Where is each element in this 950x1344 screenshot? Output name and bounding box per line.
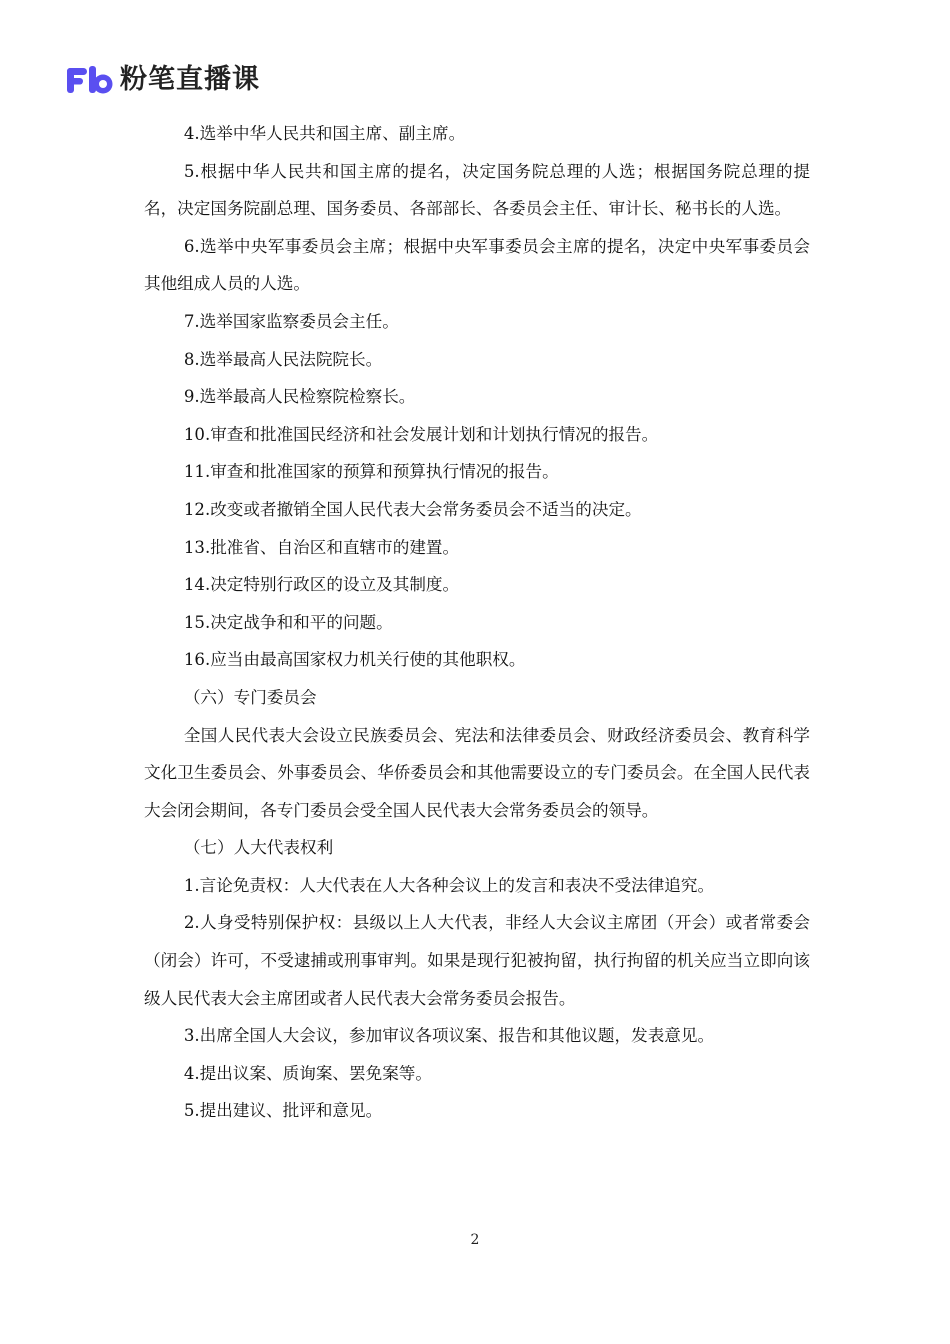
paragraph-item-6: 6.选举中央军事委员会主席；根据中央军事委员会主席的提名，决定中央军事委员会其他组成人员的人选。 — [144, 236, 810, 294]
paragraph-item-10: 10.审查和批准国民经济和社会发展计划和计划执行情况的报告。 — [183, 424, 659, 444]
paragraph-item-11: 11.审查和批准国家的预算和预算执行情况的报告。 — [183, 462, 559, 482]
paragraph-item-8: 8.选举最高人民法院院长。 — [183, 349, 383, 369]
brand-name: 粉笔直播课 — [120, 64, 260, 95]
section-heading-deputy-rights: （七）人大代表权利 — [183, 838, 334, 858]
section-heading-special-committees: （六）专门委员会 — [183, 687, 317, 707]
brand-logo — [66, 62, 260, 98]
paragraph-special-committees: 全国人民代表大会设立民族委员会、宪法和法律委员会、财政经济委员会、教育科学文化卫生委员会、外事委员会、华侨委员会和其他需要设立的专门委员会。在全国人民代表大会闭会期间，各专门委员会受全国人民代表大会常务委员会的领导。 — [144, 725, 810, 820]
paragraph-right-4: 4.提出议案、质询案、罢免案等。 — [183, 1063, 432, 1083]
paragraph-right-2: 2.人身受特别保护权：县级以上人大代表，非经人大会议主席团（开会）或者常委会（闭会）许可，不受逮捕或刑事审判。如果是现行犯被拘留，执行拘留的机关应当立即向该级人民代表大会主席团或者人民代表大会常务委员会报告。 — [144, 913, 810, 1008]
paragraph-item-7: 7.选举国家监察委员会主任。 — [183, 311, 399, 331]
paragraph-right-3: 3.出席全国人大会议，参加审议各项议案、报告和其他议题，发表意见。 — [183, 1026, 715, 1046]
paragraph-item-4: 4.选举中华人民共和国主席、副主席。 — [183, 124, 466, 143]
document-body — [144, 115, 810, 1130]
page-number: 2 — [470, 1232, 480, 1248]
paragraph-item-12: 12.改变或者撤销全国人民代表大会常务委员会不适当的决定。 — [183, 499, 642, 519]
paragraph-item-9: 9.选举最高人民检察院检察长。 — [183, 387, 416, 407]
paragraph-right-5: 5.提出建议、批评和意见。 — [183, 1101, 383, 1121]
paragraph-item-15: 15.决定战争和和平的问题。 — [183, 612, 393, 632]
paragraph-item-5: 5.根据中华人民共和国主席的提名，决定国务院总理的人选；根据国务院总理的提名，决定国务院副总理、国务委员、各部部长、各委员会主任、审计长、秘书长的人选。 — [144, 161, 810, 219]
paragraph-item-13: 13.批准省、自治区和直辖市的建置。 — [183, 537, 460, 557]
paragraph-item-14: 14.决定特别行政区的设立及其制度。 — [183, 575, 460, 595]
paragraph-item-16: 16.应当由最高国家权力机关行使的其他职权。 — [183, 650, 526, 670]
fb-logo-icon — [66, 65, 114, 95]
paragraph-right-1: 1.言论免责权：人大代表在人大各种会议上的发言和表决不受法律追究。 — [183, 875, 715, 895]
